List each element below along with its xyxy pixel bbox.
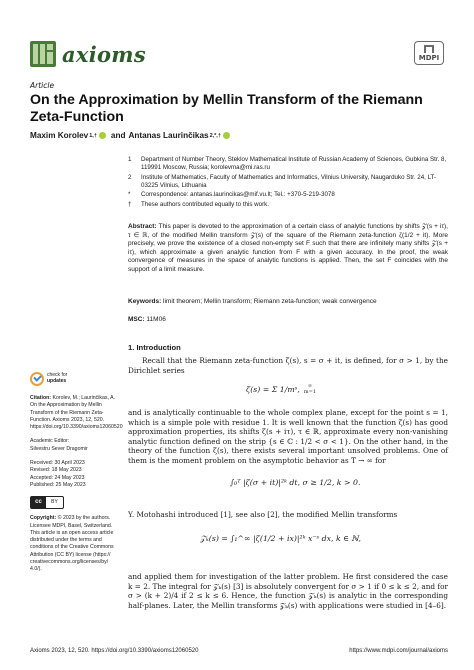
equation-moment-integral: ∫₀ᵀ |ζ(σ + it)|²ᵏ dt, σ ≥ 1/2, k > 0. xyxy=(230,478,361,487)
author-affiliation-mark: 2,*,† xyxy=(209,132,221,139)
check-updates-line1: check for xyxy=(47,372,68,379)
author-list xyxy=(30,131,232,140)
affiliation-item xyxy=(128,191,448,199)
article-info-sidebar xyxy=(30,372,123,581)
affiliations xyxy=(128,156,448,211)
footer-journal-link[interactable]: https://www.mdpi.com/journal/axioms xyxy=(349,648,448,654)
cc-icon: cc xyxy=(31,497,46,508)
page-footer xyxy=(30,648,448,654)
axioms-logo-icon xyxy=(30,41,56,67)
affiliation-item xyxy=(128,201,448,209)
check-for-updates-button[interactable] xyxy=(30,372,120,386)
author-name: Maxim Korolev xyxy=(30,131,89,140)
paper-title: On the Approximation by Mellin Transform of the Riemann Zeta-Function xyxy=(30,92,423,125)
equation-dirichlet-series xyxy=(246,383,316,395)
copyright-block xyxy=(30,515,120,573)
msc-value: 11M06 xyxy=(146,316,166,323)
paragraph: and is analytically continuable to the whole complex plane, except for the point s = 1, which is a simple pole with residue 1. It is well known that the function ζ(s) has good approximation properties, its shifts ζ(s + iτ), τ ∈ ℝ, approximate every non-vanishing analytic function defined on the strip {s ∈ ℂ : 1/2 < σ < 1}. On the other hand, in the theory of the function ζ(s), there exists several important unsolved problems. One of them is the moment problem on the asymptotic behavior as T → ∞ for xyxy=(128,408,448,465)
sum-bounds xyxy=(304,383,316,395)
keywords xyxy=(128,298,448,305)
affiliation-item xyxy=(128,174,448,190)
keywords-label: Keywords: xyxy=(128,298,162,305)
paragraph: Y. Motohashi introduced [1], see also [2], the modified Mellin transforms xyxy=(128,510,398,519)
msc-label: MSC: xyxy=(128,316,145,323)
abstract xyxy=(128,223,448,275)
equation-mellin-transform: 𝒵ₖ(s) = ∫₁^∞ |ζ(1/2 + ix)|²ᵏ x⁻ˢ dx, k ∈ ℕ, xyxy=(200,534,362,543)
dates-block xyxy=(30,460,120,489)
article-type: Article xyxy=(30,81,55,90)
equation-text: ζ(s) = Σ 1/mˢ, xyxy=(246,384,300,394)
affiliation-marker: † xyxy=(128,200,132,208)
sum-upper-bound: ∞ xyxy=(307,383,313,389)
editor-label: Academic Editor: xyxy=(30,438,70,445)
mdpi-logo[interactable] xyxy=(414,41,444,65)
cc-license-badge[interactable] xyxy=(30,496,120,509)
section-heading: 1. Introduction xyxy=(128,343,181,352)
accepted-date: Accepted: 24 May 2023 xyxy=(30,474,85,481)
received-date: Received: 30 April 2023 xyxy=(30,460,85,467)
msc-code xyxy=(128,316,166,323)
revised-date: Revised: 18 May 2023 xyxy=(30,467,82,474)
copyright-text: © 2023 by the authors. Licensee MDPI, Basel, Switzerland. This article is an open access article distributed under the terms and conditions of the Creative Commons Attribution (CC BY) license (https:// creativecommons.org/licenses/by/ 4.0/). xyxy=(30,515,114,573)
journal-name: axioms xyxy=(62,41,146,67)
journal-logo[interactable] xyxy=(30,41,146,67)
mdpi-mark-icon xyxy=(424,45,434,53)
affiliation-text: Institute of Mathematics, Faculty of Mathematics and Informatics, Vilnius University, Naugarduko Str. 24, LT-03225 Vilnius, Lithuania xyxy=(141,173,437,189)
citation-block xyxy=(30,395,123,431)
by-icon: BY xyxy=(51,499,58,506)
abstract-label: Abstract: xyxy=(128,223,157,230)
citation-label: Citation: xyxy=(30,395,52,401)
editor-name: Silvestru Sever Dragomir xyxy=(30,445,88,452)
author-affiliation-mark: 1,† xyxy=(89,132,97,139)
paragraph: Recall that the Riemann zeta-function ζ(s), s = σ + it, is defined, for σ > 1, by the Dirichlet series xyxy=(128,356,448,375)
academic-editor xyxy=(30,438,120,453)
check-updates-line2: updates xyxy=(47,378,67,384)
author-name: Antanas Laurinčikas xyxy=(128,131,209,140)
footer-citation[interactable]: Axioms 2023, 12, 520. https://doi.org/10.3390/axioms12060520 xyxy=(30,648,199,654)
affiliation-text: These authors contributed equally to this work. xyxy=(141,200,269,208)
sum-lower-bound: m=1 xyxy=(303,389,317,395)
correspondence-text[interactable]: Correspondence: antanas.laurincikas@mif.vu.lt; Tel.: +370-5-219-3078 xyxy=(141,191,335,199)
affiliation-marker: 1 xyxy=(128,156,132,163)
paragraph: and applied them for investigation of the latter problem. He first considered the case k = 2. The integral for 𝒵ₖ(s) [3] is absolutely convergent for σ > 1 if 0 ≤ k ≤ 2, and for σ > (k + 2)/4 if 2 ≤ k ≤ 6. Hence, the function 𝒵ₖ(s) is analytic in the corresponding half-planes. Later, the Mellin transforms 𝒵ₖ(s) with applications were studied in [4–6]. xyxy=(128,572,448,610)
mdpi-logo-text: MDPI xyxy=(418,54,440,62)
orcid-icon[interactable] xyxy=(99,132,106,139)
check-updates-icon xyxy=(30,372,44,386)
keywords-text: limit theorem; Mellin transform; Riemann zeta-function; weak convergence xyxy=(163,298,377,305)
affiliation-marker: 2 xyxy=(128,173,132,181)
abstract-text: This paper is devoted to the approximation of a certain class of analytic functions by shifts 𝒵(s + iτ), τ ∈ ℝ, of the modified Mellin transform 𝒵(s) of the square of the Riemann zeta-function ζ(1/2 + it). More precisely, we prove the existence of a closed non-empty set F such that there are infinitely many shifts 𝒵(s + iτ), which approximate a given analytic function from F with a given accuracy. In the proof, the weak convergence of measures in the space of analytic functions is applied. Then, the set F coincides with the support of a limit measure. xyxy=(128,223,448,273)
affiliation-item xyxy=(128,156,448,172)
published-date: Published: 25 May 2023 xyxy=(30,481,86,488)
citation-text[interactable]: Korolev, M.; Laurinčikas, A. On the Approximation by Mellin Transform of the Riemann Zeta-Function. Axioms 2023, 12, 520. https://doi.org/10.3390/axioms12060520 xyxy=(30,395,123,431)
orcid-icon[interactable] xyxy=(223,132,230,139)
copyright-label: Copyright: xyxy=(30,515,57,522)
affiliation-text: Department of Number Theory, Steklov Mathematical Institute of Russian Academy of Sciences, Gubkina Str. 8, 119991 Moscow, Russia; korolevma@mi.ras.ru xyxy=(141,156,447,172)
affiliation-marker: * xyxy=(128,191,131,199)
author-conjunction: and xyxy=(110,131,126,140)
